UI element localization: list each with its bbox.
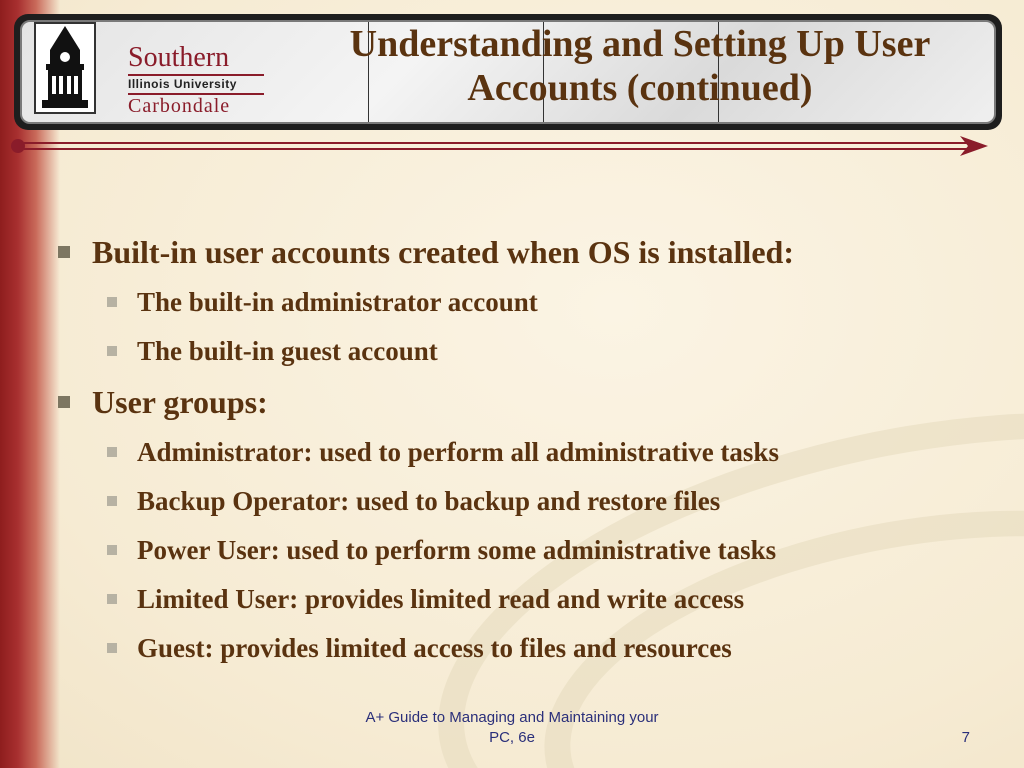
bullet-list bbox=[52, 226, 992, 673]
sub-bullet-item: Administrator: used to perform all administrative tasks bbox=[52, 428, 992, 477]
sub-bullet-item: Limited User: provides limited read and write access bbox=[52, 575, 992, 624]
square-bullet-icon bbox=[107, 297, 117, 307]
square-bullet-icon bbox=[107, 496, 117, 506]
square-bullet-icon bbox=[107, 643, 117, 653]
slide-footer: A+ Guide to Managing and Maintaining your PC, 6e bbox=[365, 709, 659, 746]
sub-bullet-item: Power User: used to perform some administrative tasks bbox=[52, 526, 992, 575]
square-bullet-icon bbox=[58, 396, 70, 408]
sub-bullet-item: Guest: provides limited access to files and resources bbox=[52, 624, 992, 673]
slide-title: Understanding and Setting Up User Accounts (continued) bbox=[349, 23, 931, 109]
square-bullet-icon bbox=[107, 594, 117, 604]
square-bullet-icon bbox=[107, 346, 117, 356]
university-logo-text bbox=[128, 44, 268, 116]
square-bullet-icon bbox=[58, 246, 70, 258]
bullet-item: Built-in user accounts created when OS is installed: bbox=[52, 226, 992, 278]
square-bullet-icon bbox=[107, 545, 117, 555]
sub-bullet-item: Backup Operator: used to backup and restore files bbox=[52, 477, 992, 526]
arrow-divider-icon bbox=[10, 134, 990, 158]
sub-bullet-item: The built-in administrator account bbox=[52, 278, 992, 327]
logo-southern: Southern bbox=[128, 42, 230, 73]
page-number: 7 bbox=[961, 729, 970, 746]
sub-bullet-item: The built-in guest account bbox=[52, 327, 992, 376]
clock-tower-logo-icon bbox=[34, 22, 96, 114]
bullet-item: User groups: bbox=[52, 376, 992, 428]
square-bullet-icon bbox=[107, 447, 117, 457]
logo-carbondale: Carbondale bbox=[128, 95, 231, 117]
logo-illinois-university: Illinois University bbox=[128, 77, 237, 91]
